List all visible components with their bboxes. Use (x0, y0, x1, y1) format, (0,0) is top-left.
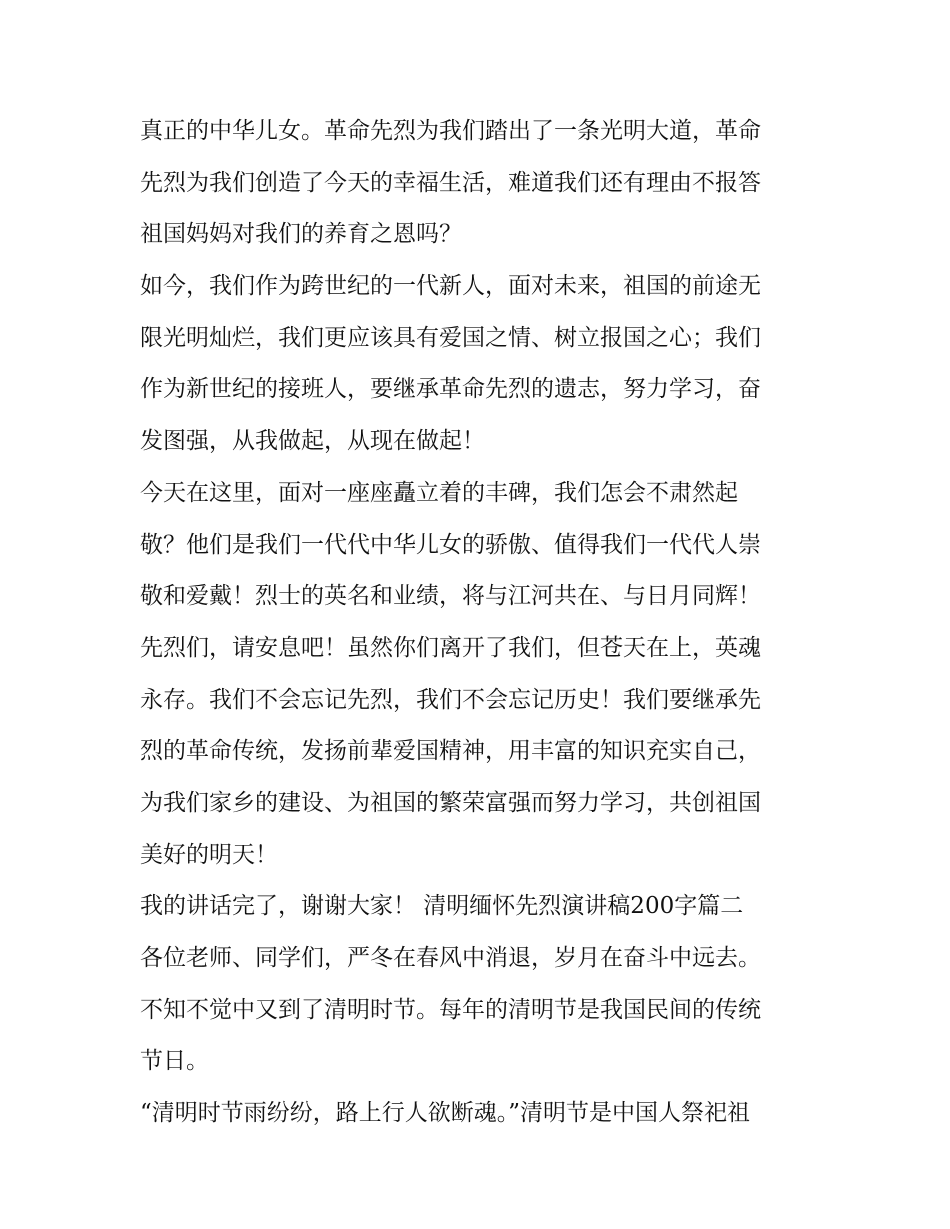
text-line: 真正的中华儿女。革命先烈为我们踏出了一条光明大道，革命 (140, 118, 761, 144)
text-line: 节日。 (140, 1048, 209, 1075)
text-line: 烈的革命传统，发扬前辈爱国精神，用丰富的知识充实自己， (140, 738, 761, 765)
text-line: 先烈们，请安息吧！虽然你们离开了我们，但苍天在上，英魂 (140, 634, 761, 661)
text-line: 我的讲话完了，谢谢大家！ 清明缅怀先烈演讲稿200字篇二 (140, 893, 744, 920)
text-line: 限光明灿烂，我们更应该具有爱国之情、树立报国之心；我们 (140, 324, 761, 351)
text-line: “清明时节雨纷纷，路上行人欲断魂。”清明节是中国人祭祀祖 (140, 1100, 751, 1127)
text-line: 发图强，从我做起，从现在做起！ (140, 428, 485, 455)
text-line: 为我们家乡的建设、为祖国的繁荣富强而努力学习，共创祖国 (140, 789, 761, 816)
text-line: 美好的明天！ (140, 841, 278, 868)
text-line: 今天在这里，面对一座座矗立着的丰碑，我们怎会不肃然起 (140, 479, 738, 506)
text-line: 如今，我们作为跨世纪的一代新人，面对未来，祖国的前途无 (140, 273, 761, 300)
text-line: 各位老师、同学们，严冬在春风中消退，岁月在奋斗中远去。 (140, 945, 761, 971)
text-line: 先烈为我们创造了今天的幸福生活，难道我们还有理由不报答 (140, 169, 761, 196)
document-body (140, 106, 820, 1140)
text-line: 祖国妈妈对我们的养育之恩吗？ (140, 221, 462, 248)
text-line: 不知不觉中又到了清明时节。每年的清明节是我国民间的传统 (140, 996, 761, 1023)
text-line: 敬和爱戴！烈士的英名和业绩，将与江河共在、与日月同辉！ (140, 583, 761, 610)
text-line: 永存。我们不会忘记先烈，我们不会忘记历史！我们要继承先 (140, 686, 761, 713)
text-line: 作为新世纪的接班人，要继承革命先烈的遗志，努力学习，奋 (140, 376, 761, 403)
text-line: 敬？他们是我们一代代中华儿女的骄傲、值得我们一代代人崇 (140, 531, 761, 558)
